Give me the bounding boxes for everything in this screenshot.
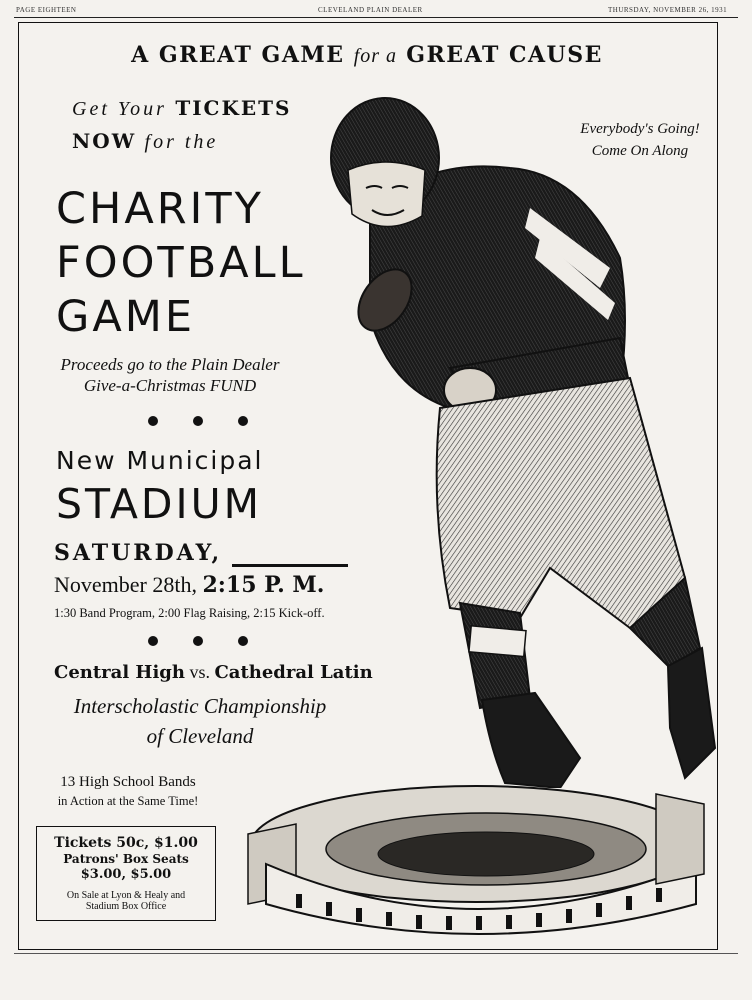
- bottom-rule: [14, 953, 738, 954]
- proceeds-line-1: Proceeds go to the Plain Dealer: [60, 355, 280, 374]
- sale-location-2: Stadium Box Office: [85, 901, 167, 912]
- dot: [193, 416, 203, 426]
- ad-headline: [18, 42, 716, 68]
- event-title-line-2: FOOTBALL: [56, 238, 306, 288]
- dot: [238, 636, 248, 646]
- versus: vs.: [189, 662, 210, 682]
- municipal-stadium-illustration: [236, 764, 712, 944]
- headline-part-3: GREAT CAUSE: [406, 42, 603, 68]
- proceeds-line-2: Give-a-Christmas FUND: [83, 376, 257, 395]
- divider-dots: [148, 636, 248, 646]
- price-line-1: Tickets 50c, $1.00: [54, 835, 198, 851]
- ticket-price-box: [36, 826, 216, 921]
- divider-dots: [148, 416, 248, 426]
- dot: [193, 636, 203, 646]
- venue-line-2: STADIUM: [56, 480, 262, 528]
- dot: [148, 636, 158, 646]
- proceeds-note: [30, 354, 310, 396]
- now-text: NOW: [72, 129, 137, 153]
- masthead-rule: [14, 17, 738, 18]
- event-title-line-1: CHARITY: [56, 184, 264, 234]
- team-1: Central High: [54, 662, 185, 683]
- tickets-line-2: [72, 129, 218, 154]
- football-player-illustration: [330, 88, 720, 788]
- day-of-week: SATURDAY,: [54, 540, 223, 566]
- event-title-line-3: GAME: [56, 292, 196, 342]
- slogan-line-2: Come On Along: [591, 143, 689, 159]
- tickets-line-1: [72, 96, 291, 121]
- headline-part-1: A GREAT GAME: [131, 42, 345, 68]
- bands-line-1: 13 High School Bands: [60, 774, 196, 790]
- game-time: 2:15 P. M.: [202, 572, 325, 598]
- dot: [148, 416, 158, 426]
- team-2: Cathedral Latin: [214, 662, 373, 683]
- price-line-3: $3.00, $5.00: [80, 867, 172, 882]
- championship-line-2: of Cleveland: [146, 724, 254, 748]
- matchup: [54, 662, 373, 683]
- issue-date: THURSDAY, NOVEMBER 26, 1931: [608, 6, 728, 14]
- program-schedule: 1:30 Band Program, 2:00 Flag Raising, 2:15 Kick-off.: [54, 606, 325, 620]
- slogan-line-1: Everybody's Going!: [580, 121, 700, 137]
- newspaper-name: CLEVELAND PLAIN DEALER: [318, 6, 423, 14]
- tickets-text: TICKETS: [175, 96, 292, 120]
- page-number: PAGE EIGHTEEN: [16, 6, 77, 14]
- game-date-time: [54, 572, 324, 598]
- venue-line-1: New Municipal: [56, 446, 264, 475]
- sale-location-1: On Sale at Lyon & Healy and: [66, 890, 186, 901]
- for-the-text: for the: [144, 131, 219, 153]
- championship-line-1: Interscholastic Championship: [73, 694, 327, 718]
- get-your-text: Get Your: [72, 98, 167, 120]
- price-line-2: Patrons' Box Seats: [63, 852, 189, 866]
- dot: [238, 416, 248, 426]
- bands-line-2: in Action at the Same Time!: [57, 794, 199, 808]
- game-date: November 28th,: [54, 572, 197, 597]
- headline-part-2: for a: [353, 45, 398, 67]
